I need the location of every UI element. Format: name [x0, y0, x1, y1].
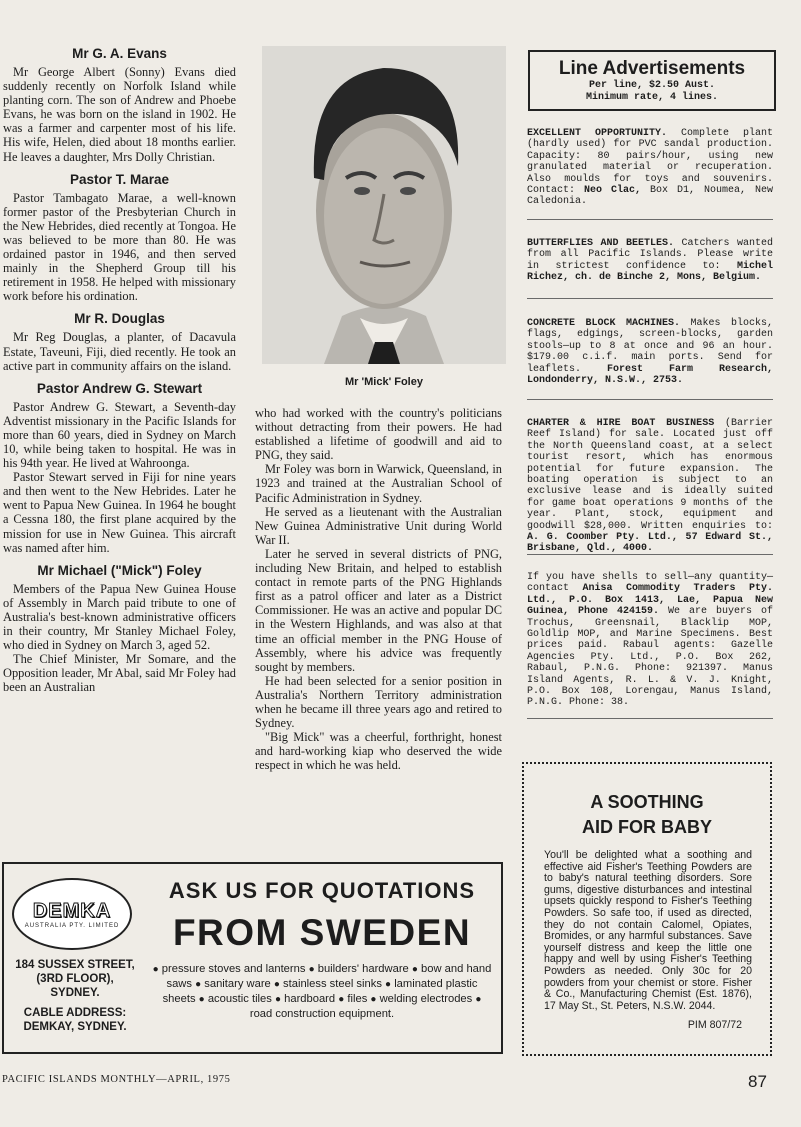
line-ads-minimum: Minimum rate, 4 lines.: [585, 92, 719, 103]
foley-continued-2: Mr Foley was born in Warwick, Queensland, in 1923 and trained at the Australian School of Pacific Administration in Sydney.: [255, 462, 502, 505]
baby-ad-title-2: AID FOR BABY: [582, 817, 712, 837]
obituary-body-marae: Pastor Tambagato Marae, a well-known former pastor of the Presbyterian Church in the New Hebrides, died recently at Tongoa. He was believed to be more than 80. He was ordained pastor in 1946, and then served mainly in the Shepherd Group till his retirement in 1958. He helped with missionary work before his ordination.: [3, 190, 236, 304]
demka-address: 184 SUSSEX STREET, (3RD FLOOR), SYDNEY. CABLE ADDRESS: DEMKAY, SYDNEY.: [15, 959, 135, 1033]
demka-logo-subtitle: AUSTRALIA PTY. LIMITED: [24, 923, 120, 929]
baby-ad-code: PIM 807/72: [687, 1019, 742, 1031]
page-number: 87: [748, 1072, 767, 1091]
ad-divider: [527, 554, 773, 555]
foley-continued-1: who had worked with the country's politicians without detracting from their powers. He had established a lifetime of goodwill and aid to PNG, they said.: [255, 406, 502, 463]
line-ad-2: BUTTERFLIES AND BEETLES. Catchers wanted from all Pacific Islands. Please write in strictest confidence to: Michel Richez, ch. de Binche 2, Mons, Belgium.: [527, 238, 773, 284]
foley-continued-3: He served as a lieutenant with the Australian New Guinea Administrative Unit during World War II.: [255, 504, 502, 547]
obituary-heading-marae: Pastor T. Marae: [69, 171, 170, 187]
baby-ad-title-1: A SOOTHING: [590, 792, 704, 812]
demka-product-list: ● pressure stoves and lanterns ● builders' hardware ● bow and hand saws ● sanitary ware ● stainless steel sinks ● laminated plastic sheets ● acoustic tiles ● hardboard ● files ● welding electrodes ● road construction equipment.: [152, 963, 492, 1020]
demka-ad-box: [2, 862, 503, 1054]
footer-journal-title: PACIFIC ISLANDS MONTHLY—APRIL, 1975: [2, 1074, 231, 1085]
demka-logo: [12, 878, 132, 950]
obituary-heading-foley: Mr Michael ("Mick") Foley: [37, 562, 202, 578]
foley-continued-6: "Big Mick" was a cheerful, forthright, honest and hard-working kiap who deserved the wide respect in which he was held.: [255, 730, 502, 773]
line-ads-header: [528, 50, 776, 111]
middle-column: [255, 406, 502, 772]
obituary-body-foley-2: The Chief Minister, Mr Somare, and the Opposition leader, Mr Abal, said Mr Foley had been an Australian: [3, 652, 236, 695]
foley-continued-5: He had been selected for a senior position in Australia's Northern Territory administration when he became ill three years ago and retired to Sydney.: [255, 673, 502, 731]
ad-divider: [527, 219, 773, 220]
line-ads-rate: Per line, $2.50 Aust.: [588, 80, 716, 91]
obituary-body-douglas: Mr Reg Douglas, a planter, of Dacavula Estate, Taveuni, Fiji, died recently. He took an active part in community affairs on the island.: [3, 330, 236, 373]
portrait-illustration: [262, 46, 506, 364]
ad-divider: [527, 298, 773, 299]
portrait-photo: [262, 46, 506, 364]
line-ad-4: CHARTER & HIRE BOAT BUSINESS (Barrier Reef Island) for sale. Located just off the North Queensland coast, at a select tourist resort, which has enormous potential for future expansion. The boating operation is subject to an exclusive lease and is ideally suited for game boat operations 9 months of the year. Plant, stock, equipment and goodwill $28,000. Written enquiries to: A. G. Coomber Pty. Ltd., 57 Edward St., Brisbane, Qld., 4000.: [527, 418, 774, 555]
ad-divider: [527, 399, 773, 400]
obituary-heading-douglas: Mr R. Douglas: [74, 311, 165, 327]
photo-caption: Mr 'Mick' Foley: [345, 376, 423, 388]
baby-ad-body: You'll be delighted what a soothing and effective aid Fisher's Teething Powders are to baby's natural teething disorders. Sore gums, digestive disturbances and intestinal upsets quickly respond to Fisher's Teething Powders. So safe too, if used as directed, they do not contain Calomel, Opiates, Bromides, or any harmful substances. Save yourself distress and keep the little one happy and well by using Fisher's Teething Powders as needed. Only 30c for 20 powders from your chemist or store. Fisher & Co., Manufacturing Chemist (Est. 1876), 17 May St., St. Peters, N.S.W. 2044.: [544, 849, 752, 1012]
baby-ad-box: [522, 762, 772, 1056]
foley-continued-4: Later he served in several districts of PNG, including New Britain, and helped to establish contact in remote parts of the PNG Highlands first as a patrol officer and later as a District Commissioner. He was an active and popular DC in the Western Highlands, and was also at that time an official member in the PNG House of Assembly, where his advice was frequently sought by members.: [255, 546, 502, 674]
demka-headline-2: FROM SWEDEN: [172, 912, 472, 953]
obituary-body-stewart-1: Pastor Andrew G. Stewart, a Seventh-day Adventist missionary in the Pacific Islands for more than 60 years, died in Sydney on March 10, while being taken to hospital. He was in his 94th year. He lived at Wahroonga.: [3, 399, 236, 471]
demka-logo-name: DEMKA: [32, 900, 112, 922]
left-column: [3, 46, 236, 694]
obituary-heading-evans: Mr G. A. Evans: [72, 46, 167, 61]
line-ad-3: CONCRETE BLOCK MACHINES. Makes blocks, flags, edgings, screen-blocks, garden stools—up to 8 at once and 96 an hour. $179.00 c.i.f. main ports. Send for leaflets. Forest Farm Research, Londonderry, N.S.W., 2753.: [527, 318, 773, 387]
line-ads-title: Line Advertisements: [558, 58, 746, 79]
line-ad-5: If you have shells to sell—any quantity—contact Anisa Commodity Traders Pty. Ltd., P.O. Box 1413, Lae, Papua New Guinea, Phone 424159. We are buyers of Trochus, Greensnail, Blacklip MOP, Goldlip MOP, and Marine Specimens. Best prices paid. Rabaul agents: Gazelle Agencies Pty. Ltd., P.O. Box 262, Rabaul, P.N.G. Phone: 921397. Manus Island Agents, R. L. & V. J. Knight, P.O. Box 108, Lorengau, Manus Island, P.N.G. Phone: 38.: [527, 572, 773, 709]
obituary-body-evans: Mr George Albert (Sonny) Evans died suddenly recently on Norfolk Island while planting corn. The son of Andrew and Phoebe Evans, he was born on the island in 1902. He was a farmer and carpenter most of his life. His wife, Helen, died about 18 months earlier. He leaves a daughter, Mrs Dolly Christian.: [3, 65, 236, 164]
demka-headline-1: ASK US FOR QUOTATIONS: [168, 878, 476, 903]
obituary-heading-stewart: Pastor Andrew G. Stewart: [36, 380, 203, 396]
obituary-body-stewart-2: Pastor Stewart served in Fiji for nine years and then went to the New Hebrides. Later he went to Papua New Guinea. In 1964 he bought a Cessna 180, the first plane acquired by the mission for use in New Guinea. This aircraft was named after him.: [3, 470, 236, 555]
ad-divider: [527, 718, 773, 719]
line-ad-1: EXCELLENT OPPORTUNITY. Complete plant (hardly used) for PVC sandal production. Capacity: 80 pairs/hour, using new granulated material or recuperation. Also moulds for toys and souvenirs. Contact: Neo Clac, Box D1, Noumea, New Caledonia.: [527, 128, 773, 208]
obituary-body-foley-1: Members of the Papua New Guinea House of Assembly in March paid tribute to one of Australia's best-known administrative officers in their country, Mr Stanley Michael Foley, who died in Sydney on March 3, aged 52.: [3, 581, 236, 653]
